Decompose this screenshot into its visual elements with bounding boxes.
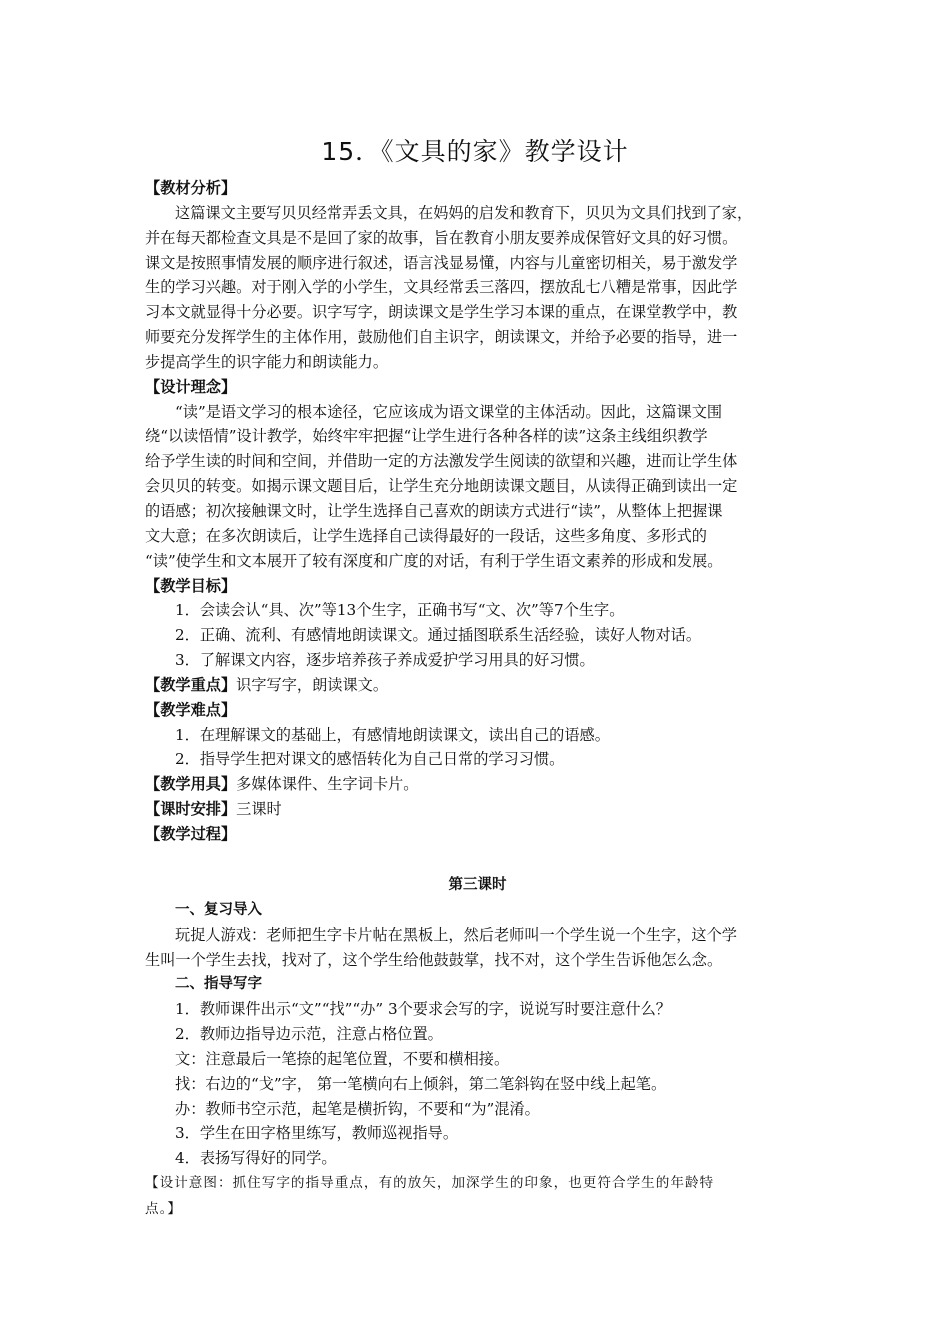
section-heading: 【设计理念】 bbox=[145, 377, 237, 396]
paragraph-line: 这篇课文主要写贝贝经常弄丢文具，在妈妈的启发和教育下，贝贝为文具们找到了家， bbox=[175, 203, 753, 222]
paragraph-line: 习本文就显得十分必要。识字写字，朗读课文是学生学习本课的重点，在课堂教学中，教 bbox=[145, 303, 738, 322]
section-heading: 【课时安排】 bbox=[145, 800, 237, 819]
paragraph-line: 文大意；在多次朗读后，让学生选择自己读得最好的一段话，这些多角度、多形式的 bbox=[145, 526, 707, 545]
paragraph-line: 2．正确、流利、有感情地朗读课文。通过插图联系生活经验，读好人物对话。 bbox=[175, 626, 702, 645]
section-heading: 【教学过程】 bbox=[145, 824, 237, 843]
lesson-subheading: 二、指导写字 bbox=[175, 976, 262, 993]
section-text: 三课时 bbox=[236, 800, 282, 819]
section-heading: 【教学难点】 bbox=[145, 700, 237, 719]
lesson-line: 1．教师课件出示“文”“找”“办” 3个要求会写的字，说说写时要注意什么？ bbox=[175, 1000, 671, 1019]
lesson-heading: 第三课时 bbox=[448, 877, 507, 893]
paragraph-line: 会贝贝的转变。如揭示课文题目后，让学生充分地朗读课文题目，从读得正确到读出一定 bbox=[145, 477, 738, 496]
paragraph-line: 1．会读会认“具、次”等13个生字，正确书写“文、次”等7个生字。 bbox=[175, 601, 625, 620]
section-heading: 【教学重点】 bbox=[145, 675, 237, 694]
paragraph-line: 给予学生读的时间和空间，并借助一定的方法激发学生阅读的欲望和兴趣，进而让学生体 bbox=[145, 452, 738, 471]
paragraph-line: “读”是语文学习的根本途径，它应该成为语文课堂的主体活动。因此，这篇课文围 bbox=[175, 402, 723, 421]
lesson-line: 办：教师书空示范，起笔是横折钩，不要和“为”混淆。 bbox=[175, 1099, 540, 1118]
design-intent-note bbox=[145, 1170, 815, 1222]
document-body bbox=[145, 176, 810, 847]
lesson-lines bbox=[145, 898, 810, 1171]
lesson-line: 文：注意最后一笔捺的起笔位置，不要和横相接。 bbox=[175, 1049, 510, 1068]
note-line: 点。】 bbox=[145, 1201, 182, 1217]
paragraph-line: 课文是按照事情发展的顺序进行叙述，语言浅显易懂，内容与儿童密切相关，易于激发学 bbox=[145, 253, 738, 272]
paragraph-line: 并在每天都检查文具是不是回了家的故事，旨在教育小朋友要养成保管好文具的好习惯。 bbox=[145, 228, 738, 247]
section-heading: 【教学目标】 bbox=[145, 576, 237, 595]
section-heading-with-text bbox=[145, 797, 810, 822]
paragraph-line: 绕“以读悟情”设计教学，始终牢牢把握“让学生进行各种各样的读”这条主线组织教学 bbox=[145, 427, 708, 446]
lesson-section bbox=[145, 873, 810, 1171]
paragraph-line: 1．在理解课文的基础上，有感情地朗读课文，读出自己的语感。 bbox=[175, 725, 610, 744]
page-title: 15．《文具的家》教学设计 bbox=[321, 137, 629, 166]
lesson-subheading: 一、复习导入 bbox=[175, 901, 262, 918]
section-text: 识字写字，朗读课文。 bbox=[236, 675, 388, 694]
paragraph-line: 步提高学生的识字能力和朗读能力。 bbox=[145, 352, 388, 371]
section-heading-with-text bbox=[145, 772, 810, 797]
paragraph-line: 生的学习兴趣。对于刚入学的小学生，文具经常丢三落四，摆放乱七八糟是常事，因此学 bbox=[145, 278, 738, 297]
section-heading-with-text bbox=[145, 673, 810, 698]
section-heading: 【教学用具】 bbox=[145, 775, 237, 794]
lesson-line: 玩捉人游戏：老师把生字卡片帖在黑板上，然后老师叫一个学生说一个生字，这个学 bbox=[175, 925, 737, 944]
lesson-line: 4．表扬写得好的同学。 bbox=[175, 1149, 337, 1168]
paragraph-line: 的语感；初次接触课文时，让学生选择自己喜欢的朗读方式进行“读”，从整体上把握课 bbox=[145, 501, 723, 520]
section-heading: 【教材分析】 bbox=[145, 179, 237, 197]
section-text: 多媒体课件、生字词卡片。 bbox=[236, 775, 419, 794]
paragraph-line: 2．指导学生把对课文的感悟转化为自己日常的学习习惯。 bbox=[175, 750, 565, 769]
lesson-line: 生叫一个学生去找，找对了，这个学生给他鼓鼓掌，找不对，这个学生告诉他怎么念。 bbox=[145, 950, 723, 969]
lesson-line: 3．学生在田字格里练写，教师巡视指导。 bbox=[175, 1124, 459, 1143]
paragraph-line: 3．了解课文内容，逐步培养孩子养成爱护学习用具的好习惯。 bbox=[175, 651, 595, 670]
lesson-line: 找：右边的“戈”字， 第一笔横向右上倾斜，第二笔斜钩在竖中线上起笔。 bbox=[175, 1074, 667, 1093]
paragraph-line: 师要充分发挥学生的主体作用，鼓励他们自主识字，朗读课文，并给予必要的指导，进一 bbox=[145, 328, 738, 347]
paragraph-line: “读”使学生和文本展开了较有深度和广度的对话，有利于学生语文素养的形成和发展。 bbox=[145, 551, 723, 570]
note-line: 【设计意图：抓住写字的指导重点，有的放矢，加深学生的印象，也更符合学生的年龄特 bbox=[145, 1175, 715, 1191]
lesson-line: 2．教师边指导边示范，注意占格位置。 bbox=[175, 1025, 443, 1044]
